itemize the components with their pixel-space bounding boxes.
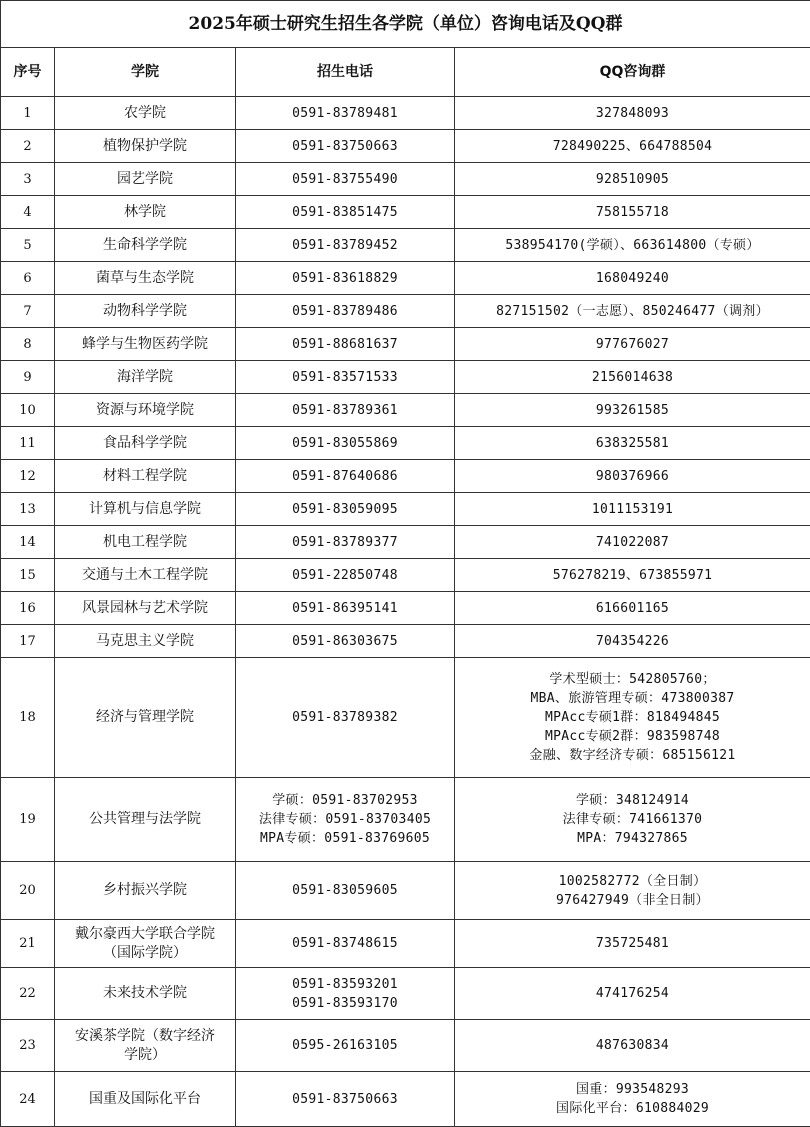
phone-number — [236, 658, 455, 778]
row-index: 13 — [1, 493, 55, 526]
phone-number-line: 0591-83593170 — [292, 995, 398, 1011]
row-index: 12 — [1, 460, 55, 493]
phone-number — [236, 526, 455, 559]
table-row — [1, 592, 810, 625]
college-name-line: 安溪茶学院（数字经济 — [75, 1027, 215, 1044]
qq-group — [455, 361, 810, 394]
phone-number — [236, 968, 455, 1020]
qq-group — [455, 163, 810, 196]
qq-group-line: 金融、数字经济专硕：685156121 — [529, 748, 736, 763]
table-row — [1, 658, 810, 778]
phone-number-line: 0591-83789382 — [292, 710, 398, 725]
qq-group-line: 977676027 — [595, 336, 670, 352]
qq-group-line: 1011153191 — [591, 501, 674, 517]
qq-group-line: 728490225、664788504 — [552, 138, 713, 154]
college-name — [55, 361, 236, 394]
qq-group-line: 487630834 — [595, 1038, 670, 1053]
college-name-line: 食品科学学院 — [103, 434, 187, 451]
college-name — [55, 862, 236, 920]
header-phone: 招生电话 — [236, 48, 455, 97]
row-index: 18 — [1, 658, 55, 778]
college-name-line: 植物保护学院 — [103, 137, 187, 154]
qq-group-line: 538954170(学硕）、663614800（专硕） — [505, 237, 760, 253]
college-name — [55, 592, 236, 625]
phone-number-line: 0591-83618829 — [292, 270, 398, 286]
phone-number — [236, 394, 455, 427]
college-name — [55, 427, 236, 460]
row-index: 11 — [1, 427, 55, 460]
row-index: 10 — [1, 394, 55, 427]
phone-number-line: 0591-83789377 — [292, 534, 398, 550]
phone-number — [236, 163, 455, 196]
qq-group-line: 735725481 — [595, 936, 670, 951]
table-row — [1, 262, 810, 295]
college-name-line: 机电工程学院 — [103, 533, 187, 550]
row-index: 20 — [1, 862, 55, 920]
row-index: 6 — [1, 262, 55, 295]
row-index: 8 — [1, 328, 55, 361]
qq-group — [455, 493, 810, 526]
phone-number-line: 0591-83059605 — [292, 883, 398, 898]
college-name-line: 动物科学学院 — [103, 302, 187, 319]
phone-number-line: 0591-83755490 — [292, 171, 398, 187]
qq-group-line: 1002582772（全日制） — [558, 873, 707, 889]
phone-number — [236, 427, 455, 460]
table-row — [1, 163, 810, 196]
qq-group — [455, 328, 810, 361]
college-name-line: 资源与环境学院 — [96, 401, 194, 418]
table-row — [1, 229, 810, 262]
table-row — [1, 968, 810, 1020]
college-name-line: 风景园林与艺术学院 — [82, 599, 208, 616]
phone-number — [236, 493, 455, 526]
phone-number — [236, 130, 455, 163]
phone-number-line: 0591-83593201 — [292, 976, 398, 992]
table-row — [1, 97, 810, 130]
phone-number-line: 0591-83055869 — [292, 435, 398, 451]
phone-number-line: MPA专硕：0591-83769605 — [260, 831, 430, 846]
qq-group-line: MBA、旅游管理专硕：473800387 — [530, 691, 735, 706]
college-name-line: 材料工程学院 — [103, 467, 187, 484]
header-qq: QQ咨询群 — [455, 48, 810, 97]
qq-group — [455, 262, 810, 295]
qq-group — [455, 1072, 810, 1127]
college-name-line: 生命科学学院 — [103, 236, 187, 253]
header-college: 学院 — [55, 48, 236, 97]
row-index: 3 — [1, 163, 55, 196]
phone-number — [236, 920, 455, 968]
qq-group-line: MPA：794327865 — [577, 831, 688, 846]
row-index: 23 — [1, 1020, 55, 1072]
table-row — [1, 920, 810, 968]
row-index: 19 — [1, 778, 55, 862]
phone-number-line: 0595-26163105 — [292, 1038, 398, 1053]
phone-number — [236, 592, 455, 625]
college-name — [55, 196, 236, 229]
qq-group-line: 827151502（一志愿）、850246477（调剂） — [496, 303, 769, 319]
phone-number-line: 0591-87640686 — [292, 468, 398, 484]
college-name-line: 林学院 — [124, 203, 166, 220]
phone-number-line: 0591-83789452 — [292, 237, 398, 253]
qq-group-line: 976427949（非全日制） — [556, 892, 709, 908]
phone-number — [236, 361, 455, 394]
phone-number — [236, 229, 455, 262]
table-row — [1, 328, 810, 361]
college-name — [55, 130, 236, 163]
college-name — [55, 295, 236, 328]
row-index: 15 — [1, 559, 55, 592]
qq-group — [455, 394, 810, 427]
table-row — [1, 460, 810, 493]
college-name-line: 海洋学院 — [117, 368, 173, 385]
college-name — [55, 460, 236, 493]
phone-number-line: 0591-83789361 — [292, 402, 398, 418]
qq-group-line: 576278219、673855971 — [552, 567, 713, 583]
qq-group — [455, 862, 810, 920]
qq-group-line: 学术型硕士：542805760； — [549, 672, 716, 687]
college-name — [55, 1020, 236, 1072]
table-row — [1, 526, 810, 559]
qq-group-line: 758155718 — [595, 204, 670, 220]
college-name-line: 计算机与信息学院 — [89, 500, 201, 517]
table-row — [1, 1072, 810, 1127]
header-index: 序号 — [1, 48, 55, 97]
phone-number-line: 0591-83748615 — [292, 936, 398, 951]
qq-group — [455, 130, 810, 163]
qq-group-line: 993261585 — [595, 402, 670, 418]
qq-group-line: 704354226 — [595, 633, 670, 649]
phone-number — [236, 778, 455, 862]
phone-number — [236, 460, 455, 493]
row-index: 17 — [1, 625, 55, 658]
table-row — [1, 625, 810, 658]
row-index: 24 — [1, 1072, 55, 1127]
table-row — [1, 394, 810, 427]
college-name-line: 农学院 — [124, 104, 166, 121]
qq-group — [455, 559, 810, 592]
qq-group-line: 327848093 — [595, 105, 670, 121]
college-name — [55, 97, 236, 130]
phone-number — [236, 559, 455, 592]
qq-group — [455, 526, 810, 559]
qq-group — [455, 229, 810, 262]
college-name — [55, 920, 236, 968]
qq-group — [455, 1020, 810, 1072]
qq-group-line: 928510905 — [595, 171, 670, 187]
phone-number — [236, 862, 455, 920]
college-name — [55, 526, 236, 559]
phone-number-line: 0591-83789486 — [292, 303, 398, 319]
college-name-line: 交通与土木工程学院 — [82, 566, 208, 583]
qq-group-line: MPAcc专硕2群：983598748 — [544, 729, 721, 744]
college-name-line: 公共管理与法学院 — [89, 811, 201, 827]
phone-number-line: 0591-83750663 — [292, 1091, 398, 1107]
table-row — [1, 361, 810, 394]
phone-number — [236, 1020, 455, 1072]
college-name — [55, 658, 236, 778]
qq-group — [455, 778, 810, 862]
row-index: 2 — [1, 130, 55, 163]
qq-group-line: 168049240 — [595, 270, 670, 286]
phone-number — [236, 97, 455, 130]
college-name-line: 未来技术学院 — [103, 985, 187, 1001]
qq-group — [455, 920, 810, 968]
college-name-line: 乡村振兴学院 — [103, 882, 187, 898]
phone-number-line: 学硕：0591-83702953 — [272, 793, 418, 808]
header-row — [1, 48, 810, 97]
page-title: 2025年硕士研究生招生各学院（单位）咨询电话及QQ群 — [1, 1, 810, 48]
table-row — [1, 196, 810, 229]
row-index: 21 — [1, 920, 55, 968]
table-row — [1, 493, 810, 526]
row-index: 9 — [1, 361, 55, 394]
qq-group — [455, 592, 810, 625]
qq-group — [455, 658, 810, 778]
phone-number — [236, 328, 455, 361]
qq-group-line: 616601165 — [595, 600, 670, 616]
phone-number — [236, 1072, 455, 1127]
qq-group — [455, 625, 810, 658]
qq-group-line: 638325581 — [595, 435, 670, 451]
college-name — [55, 163, 236, 196]
phone-number — [236, 625, 455, 658]
qq-group-line: 741022087 — [595, 534, 670, 550]
phone-number — [236, 262, 455, 295]
qq-group-line: 474176254 — [595, 986, 670, 1001]
college-name-line: 菌草与生态学院 — [96, 269, 194, 286]
qq-group-line: 2156014638 — [591, 369, 674, 385]
row-index: 16 — [1, 592, 55, 625]
row-index: 22 — [1, 968, 55, 1020]
phone-number — [236, 196, 455, 229]
phone-number-line: 0591-83059095 — [292, 501, 398, 517]
qq-group — [455, 295, 810, 328]
row-index: 4 — [1, 196, 55, 229]
table-row — [1, 862, 810, 920]
row-index: 5 — [1, 229, 55, 262]
title-row — [1, 1, 810, 48]
college-name-line: 戴尔豪西大学联合学院 — [75, 925, 215, 942]
college-name — [55, 262, 236, 295]
college-name-line: 国重及国际化平台 — [89, 1090, 201, 1107]
college-name — [55, 968, 236, 1020]
college-name — [55, 625, 236, 658]
phone-number-line: 0591-83750663 — [292, 138, 398, 154]
phone-number-line: 0591-86303675 — [292, 633, 398, 649]
phone-number-line: 0591-83571533 — [292, 369, 398, 385]
college-name — [55, 328, 236, 361]
phone-number-line: 0591-83851475 — [292, 204, 398, 220]
phone-number-line: 0591-88681637 — [292, 336, 398, 352]
phone-number — [236, 295, 455, 328]
qq-group-line: 国际化平台：610884029 — [556, 1101, 709, 1116]
phone-number-line: 0591-22850748 — [292, 567, 398, 583]
qq-group-line: 980376966 — [595, 468, 670, 484]
qq-group — [455, 427, 810, 460]
table-row — [1, 1020, 810, 1072]
college-name-line: 园艺学院 — [117, 170, 173, 187]
qq-group — [455, 97, 810, 130]
row-index: 14 — [1, 526, 55, 559]
row-index: 7 — [1, 295, 55, 328]
phone-number-line: 0591-83789481 — [292, 105, 398, 121]
phone-number-line: 0591-86395141 — [292, 600, 398, 616]
college-name — [55, 493, 236, 526]
college-name — [55, 1072, 236, 1127]
qq-group — [455, 196, 810, 229]
qq-group-line: 国重：993548293 — [575, 1082, 690, 1097]
college-name — [55, 394, 236, 427]
table-row — [1, 427, 810, 460]
qq-group-line: 学硕：348124914 — [575, 793, 690, 808]
college-name-line: 学院） — [124, 1046, 166, 1063]
qq-group — [455, 968, 810, 1020]
college-name — [55, 229, 236, 262]
qq-group — [455, 460, 810, 493]
college-name-line: （国际学院） — [103, 944, 187, 961]
qq-group-line: 法律专硕：741661370 — [562, 812, 703, 827]
college-name-line: 蜂学与生物医药学院 — [82, 335, 208, 352]
row-index: 1 — [1, 97, 55, 130]
college-name — [55, 778, 236, 862]
qq-group-line: MPAcc专硕1群：818494845 — [544, 710, 721, 725]
table-row — [1, 130, 810, 163]
college-name-line: 经济与管理学院 — [96, 709, 194, 725]
table-row — [1, 559, 810, 592]
college-name — [55, 559, 236, 592]
table-row — [1, 778, 810, 862]
table-row — [1, 295, 810, 328]
phone-number-line: 法律专硕：0591-83703405 — [258, 812, 432, 827]
college-name-line: 马克思主义学院 — [96, 632, 194, 649]
